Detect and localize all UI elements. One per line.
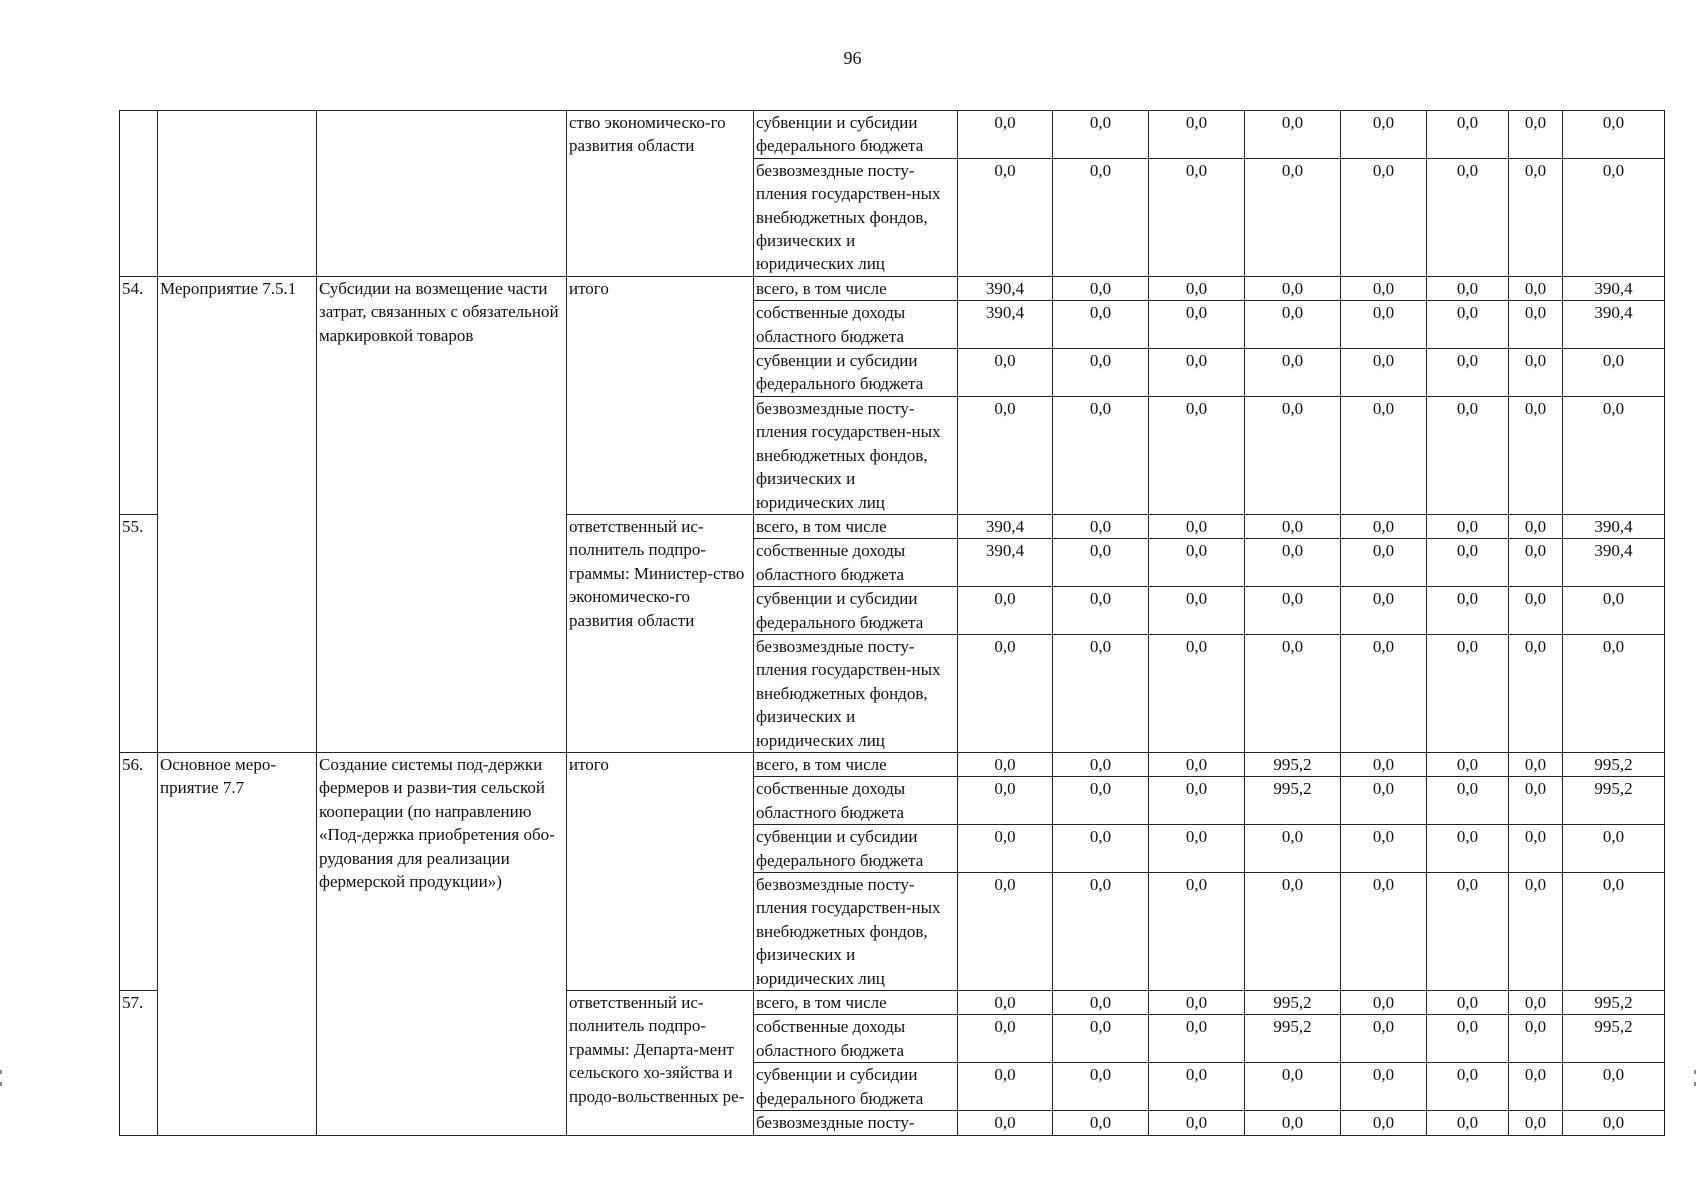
value-cell: 0,0	[1149, 396, 1245, 514]
value-cell: 0,0	[1053, 111, 1149, 159]
value-cell: 390,4	[1563, 514, 1665, 538]
funding-source-cell: субвенции и субсидии федерального бюджета	[754, 111, 958, 159]
value-cell: 0,0	[1053, 349, 1149, 397]
table-row	[120, 111, 1665, 159]
value-cell: 0,0	[958, 396, 1053, 514]
value-cell: 0,0	[1341, 752, 1427, 776]
value-cell: 0,0	[1245, 158, 1341, 276]
row-number-cell: 55.	[120, 514, 158, 752]
value-cell: 0,0	[1427, 514, 1509, 538]
scan-mark	[1694, 1082, 1696, 1086]
value-cell: 0,0	[1149, 1111, 1245, 1136]
value-cell: 0,0	[1053, 634, 1149, 752]
value-cell: 0,0	[1149, 111, 1245, 159]
value-cell: 995,2	[1245, 752, 1341, 776]
status-cell: Мероприятие 7.5.1	[158, 276, 317, 752]
value-cell: 0,0	[1245, 276, 1341, 300]
value-cell: 0,0	[1245, 111, 1341, 159]
value-cell: 0,0	[958, 1111, 1053, 1136]
value-cell: 0,0	[1509, 396, 1563, 514]
value-cell: 0,0	[1053, 396, 1149, 514]
value-cell: 0,0	[1341, 111, 1427, 159]
value-cell: 0,0	[1427, 634, 1509, 752]
value-cell: 0,0	[1509, 349, 1563, 397]
funding-source-cell: собственные доходы областного бюджета	[754, 1015, 958, 1063]
value-cell: 0,0	[1509, 301, 1563, 349]
value-cell: 0,0	[958, 991, 1053, 1015]
value-cell: 0,0	[1427, 1015, 1509, 1063]
value-cell: 0,0	[1341, 301, 1427, 349]
value-cell: 0,0	[958, 634, 1053, 752]
value-cell: 0,0	[1427, 1111, 1509, 1136]
value-cell: 0,0	[1427, 158, 1509, 276]
value-cell: 0,0	[958, 777, 1053, 825]
value-cell: 995,2	[1245, 777, 1341, 825]
value-cell: 0,0	[1341, 349, 1427, 397]
funding-source-cell: всего, в том числе	[754, 752, 958, 776]
value-cell: 0,0	[1341, 514, 1427, 538]
value-cell: 0,0	[1245, 514, 1341, 538]
value-cell: 390,4	[1563, 539, 1665, 587]
executor-cell: ответственный ис-полнитель подпро-граммы: Департа-мент сельского хо-зяйства и продо-вольственных ре-	[567, 991, 754, 1136]
value-cell: 0,0	[1053, 991, 1149, 1015]
value-cell: 0,0	[1149, 825, 1245, 873]
value-cell: 0,0	[1245, 1063, 1341, 1111]
value-cell: 390,4	[1563, 276, 1665, 300]
value-cell: 0,0	[1149, 1063, 1245, 1111]
funding-source-cell: собственные доходы областного бюджета	[754, 777, 958, 825]
value-cell: 0,0	[1341, 1015, 1427, 1063]
value-cell: 0,0	[1563, 349, 1665, 397]
value-cell: 0,0	[1563, 111, 1665, 159]
scan-mark	[1694, 1070, 1696, 1074]
value-cell: 0,0	[1053, 873, 1149, 991]
value-cell: 0,0	[1341, 539, 1427, 587]
row-number-cell: 57.	[120, 991, 158, 1136]
funding-source-cell: субвенции и субсидии федерального бюджета	[754, 587, 958, 635]
value-cell: 390,4	[958, 514, 1053, 538]
value-cell: 0,0	[1053, 1015, 1149, 1063]
value-cell: 0,0	[958, 349, 1053, 397]
name-cell: Субсидии на возмещение части затрат, связанных с обязательной маркировкой товаров	[317, 276, 567, 752]
value-cell: 0,0	[1563, 1063, 1665, 1111]
value-cell: 0,0	[1341, 276, 1427, 300]
value-cell: 0,0	[1149, 634, 1245, 752]
value-cell: 0,0	[1245, 634, 1341, 752]
value-cell: 390,4	[1563, 301, 1665, 349]
value-cell: 0,0	[1053, 301, 1149, 349]
value-cell: 0,0	[1427, 825, 1509, 873]
value-cell: 0,0	[1509, 514, 1563, 538]
row-number-cell	[120, 111, 158, 277]
value-cell: 0,0	[1341, 634, 1427, 752]
value-cell: 0,0	[1149, 587, 1245, 635]
scan-mark	[0, 1082, 2, 1086]
value-cell: 0,0	[1341, 777, 1427, 825]
funding-source-cell: всего, в том числе	[754, 991, 958, 1015]
value-cell: 0,0	[1053, 1111, 1149, 1136]
value-cell: 0,0	[1427, 752, 1509, 776]
page-number: 96	[843, 48, 862, 68]
value-cell: 390,4	[958, 276, 1053, 300]
value-cell: 0,0	[1149, 539, 1245, 587]
value-cell: 0,0	[1563, 396, 1665, 514]
value-cell: 0,0	[1149, 752, 1245, 776]
value-cell: 0,0	[1341, 1111, 1427, 1136]
value-cell: 0,0	[1149, 873, 1245, 991]
value-cell: 0,0	[1053, 539, 1149, 587]
value-cell: 0,0	[1245, 1111, 1341, 1136]
executor-cell: ответственный ис-полнитель подпро-граммы: Министер-ство экономическо-го развития области	[567, 514, 754, 752]
value-cell: 0,0	[1509, 1015, 1563, 1063]
value-cell: 0,0	[1341, 873, 1427, 991]
value-cell: 0,0	[1509, 634, 1563, 752]
value-cell: 0,0	[1149, 349, 1245, 397]
value-cell: 0,0	[1427, 111, 1509, 159]
status-cell	[158, 111, 317, 277]
table-row	[120, 276, 1665, 300]
value-cell: 995,2	[1563, 752, 1665, 776]
value-cell: 0,0	[1509, 158, 1563, 276]
value-cell: 0,0	[1149, 301, 1245, 349]
status-cell: Основное меро-приятие 7.7	[158, 752, 317, 1135]
value-cell: 0,0	[1053, 752, 1149, 776]
value-cell: 0,0	[958, 752, 1053, 776]
value-cell: 995,2	[1563, 1015, 1665, 1063]
value-cell: 0,0	[1427, 587, 1509, 635]
value-cell: 0,0	[1427, 276, 1509, 300]
value-cell: 0,0	[1563, 825, 1665, 873]
scan-mark	[0, 1070, 2, 1074]
value-cell: 0,0	[1053, 158, 1149, 276]
name-cell	[317, 111, 567, 277]
value-cell: 0,0	[1509, 1063, 1563, 1111]
value-cell: 0,0	[1427, 349, 1509, 397]
funding-source-cell: субвенции и субсидии федерального бюджета	[754, 349, 958, 397]
value-cell: 0,0	[1053, 276, 1149, 300]
value-cell: 0,0	[1341, 158, 1427, 276]
funding-source-cell: собственные доходы областного бюджета	[754, 301, 958, 349]
value-cell: 0,0	[1053, 514, 1149, 538]
value-cell: 0,0	[1341, 991, 1427, 1015]
value-cell: 0,0	[958, 825, 1053, 873]
value-cell: 995,2	[1563, 991, 1665, 1015]
value-cell: 0,0	[958, 158, 1053, 276]
value-cell: 0,0	[1149, 514, 1245, 538]
funding-source-cell: безвозмездные посту-	[754, 1111, 958, 1136]
value-cell: 0,0	[1245, 349, 1341, 397]
executor-cell: итого	[567, 276, 754, 514]
value-cell: 0,0	[1245, 301, 1341, 349]
value-cell: 0,0	[1427, 396, 1509, 514]
value-cell: 0,0	[1427, 301, 1509, 349]
funding-source-cell: безвозмездные посту-пления государствен-ных внебюджетных фондов, физических и юридических лиц	[754, 873, 958, 991]
table-row	[120, 752, 1665, 776]
value-cell: 0,0	[1341, 825, 1427, 873]
value-cell: 0,0	[1509, 587, 1563, 635]
value-cell: 0,0	[1053, 825, 1149, 873]
value-cell: 0,0	[1427, 991, 1509, 1015]
row-number-cell: 54.	[120, 276, 158, 514]
value-cell: 0,0	[958, 1015, 1053, 1063]
value-cell: 995,2	[1563, 777, 1665, 825]
value-cell: 0,0	[1053, 777, 1149, 825]
funding-source-cell: всего, в том числе	[754, 514, 958, 538]
funding-source-cell: субвенции и субсидии федерального бюджета	[754, 825, 958, 873]
value-cell: 0,0	[1427, 1063, 1509, 1111]
value-cell: 0,0	[1509, 873, 1563, 991]
value-cell: 0,0	[1509, 752, 1563, 776]
value-cell: 390,4	[958, 539, 1053, 587]
value-cell: 390,4	[958, 301, 1053, 349]
row-number-cell: 56.	[120, 752, 158, 990]
value-cell: 995,2	[1245, 991, 1341, 1015]
value-cell: 0,0	[1053, 1063, 1149, 1111]
value-cell: 0,0	[1509, 777, 1563, 825]
value-cell: 0,0	[1149, 276, 1245, 300]
value-cell: 0,0	[1245, 539, 1341, 587]
funding-source-cell: безвозмездные посту-пления государствен-ных внебюджетных фондов, физических и юридических лиц	[754, 634, 958, 752]
value-cell: 0,0	[1245, 587, 1341, 635]
value-cell: 0,0	[1563, 587, 1665, 635]
value-cell: 0,0	[1509, 276, 1563, 300]
value-cell: 0,0	[958, 873, 1053, 991]
value-cell: 0,0	[1563, 1111, 1665, 1136]
funding-source-cell: безвозмездные посту-пления государствен-ных внебюджетных фондов, физических и юридических лиц	[754, 158, 958, 276]
funding-source-cell: субвенции и субсидии федерального бюджета	[754, 1063, 958, 1111]
value-cell: 0,0	[1245, 396, 1341, 514]
name-cell: Создание системы под-держки фермеров и разви-тия сельской кооперации (по направлению «Под-держка приобретения обо-рудования для реализации фермерской продукции»)	[317, 752, 567, 1135]
value-cell: 0,0	[1149, 1015, 1245, 1063]
value-cell: 0,0	[1563, 158, 1665, 276]
value-cell: 0,0	[958, 587, 1053, 635]
value-cell: 0,0	[1245, 873, 1341, 991]
value-cell: 0,0	[1563, 634, 1665, 752]
value-cell: 0,0	[1509, 111, 1563, 159]
value-cell: 995,2	[1245, 1015, 1341, 1063]
value-cell: 0,0	[1053, 587, 1149, 635]
value-cell: 0,0	[1245, 825, 1341, 873]
value-cell: 0,0	[1427, 873, 1509, 991]
value-cell: 0,0	[1509, 539, 1563, 587]
value-cell: 0,0	[1509, 1111, 1563, 1136]
value-cell: 0,0	[1509, 825, 1563, 873]
value-cell: 0,0	[1149, 991, 1245, 1015]
value-cell: 0,0	[958, 1063, 1053, 1111]
value-cell: 0,0	[1509, 991, 1563, 1015]
executor-cell: итого	[567, 752, 754, 990]
value-cell: 0,0	[1341, 587, 1427, 635]
value-cell: 0,0	[1149, 158, 1245, 276]
funding-source-cell: всего, в том числе	[754, 276, 958, 300]
value-cell: 0,0	[1427, 539, 1509, 587]
value-cell: 0,0	[1427, 777, 1509, 825]
value-cell: 0,0	[1149, 777, 1245, 825]
value-cell: 0,0	[1341, 1063, 1427, 1111]
funding-source-cell: собственные доходы областного бюджета	[754, 539, 958, 587]
funding-source-cell: безвозмездные посту-пления государствен-ных внебюджетных фондов, физических и юридических лиц	[754, 396, 958, 514]
executor-cell: ство экономическо-го развития области	[567, 111, 754, 277]
budget-table	[119, 110, 1665, 1136]
value-cell: 0,0	[1563, 873, 1665, 991]
value-cell: 0,0	[958, 111, 1053, 159]
value-cell: 0,0	[1341, 396, 1427, 514]
